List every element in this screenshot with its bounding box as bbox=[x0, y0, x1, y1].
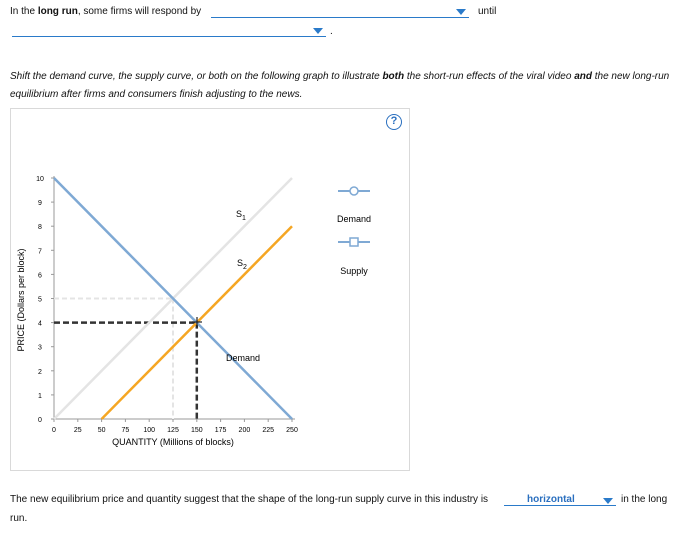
y-axis-label: PRICE (Dollars per block) bbox=[16, 248, 26, 352]
legend-supply-label: Supply bbox=[340, 266, 368, 276]
q1-until: until bbox=[478, 6, 497, 17]
x-tick-label: 225 bbox=[262, 427, 275, 434]
y-tick-label: 4 bbox=[38, 320, 42, 328]
q1-period: . bbox=[330, 26, 333, 37]
chevron-down-icon bbox=[603, 498, 613, 504]
x-tick-label: 200 bbox=[238, 427, 251, 434]
x-ticks bbox=[52, 419, 298, 434]
s2-label: $S_2$ bbox=[237, 258, 247, 271]
question-supply-shape: The new equilibrium price and quantity suggest that the shape of the long-run supply curve in this industry is bbox=[10, 494, 489, 505]
y-tick-label: 5 bbox=[38, 296, 42, 304]
s1-label: $S_1$ bbox=[236, 209, 246, 222]
y-tick-label: 3 bbox=[38, 344, 42, 352]
circle-handle-icon bbox=[350, 187, 358, 195]
legend-demand-tool[interactable] bbox=[338, 187, 370, 195]
y-tick-label: 6 bbox=[38, 272, 42, 280]
instr-bold2: and bbox=[574, 71, 592, 82]
instr-part2: the short-run effects of the viral video bbox=[404, 71, 575, 82]
x-tick-label: 100 bbox=[143, 427, 156, 434]
y-ticks bbox=[36, 176, 54, 424]
y-tick-label: 7 bbox=[38, 248, 42, 256]
y-tick-label: 8 bbox=[38, 224, 42, 232]
x-axis-label: QUANTITY (Millions of blocks) bbox=[112, 437, 234, 447]
q1-prefix: In the bbox=[10, 6, 38, 17]
x-tick-label: 125 bbox=[167, 427, 179, 434]
legend-demand-label: Demand bbox=[336, 214, 372, 224]
help-icon[interactable]: ? bbox=[386, 114, 402, 130]
q2-line2: run. bbox=[10, 513, 28, 524]
instr-part1: Shift the demand curve, the supply curve, or both on the following graph to illustrate bbox=[10, 71, 383, 82]
legend-supply-tool[interactable] bbox=[338, 238, 370, 246]
q1-bold: long run bbox=[37, 6, 78, 17]
y-tick-label: 1 bbox=[38, 392, 42, 400]
guide-lines bbox=[54, 299, 197, 420]
y-tick-label: 0 bbox=[38, 417, 42, 424]
x-tick-label: 175 bbox=[214, 427, 227, 434]
instr-bold1: both bbox=[382, 71, 405, 82]
y-tick-label: 2 bbox=[38, 368, 42, 376]
y-tick-label: 9 bbox=[38, 200, 42, 208]
q2-after: in the long bbox=[621, 494, 668, 505]
y-tick-label: 10 bbox=[36, 176, 44, 183]
demand-curve-label: Demand bbox=[226, 353, 261, 363]
x-tick-label: 25 bbox=[73, 427, 82, 434]
supply-shape-selected[interactable]: horizontal bbox=[527, 494, 575, 505]
x-tick-label: 75 bbox=[121, 427, 130, 434]
square-handle-icon bbox=[350, 238, 358, 246]
instr-part3: the new long-run equilibrium after firms and consumers finish adjusting to the news. bbox=[10, 71, 670, 100]
q1-middle: , some firms will respond by bbox=[77, 6, 202, 17]
x-tick-label: 50 bbox=[97, 427, 106, 434]
x-tick-label: 250 bbox=[286, 427, 298, 434]
x-tick-label: 150 bbox=[190, 427, 203, 434]
x-tick-label: 0 bbox=[52, 427, 56, 434]
